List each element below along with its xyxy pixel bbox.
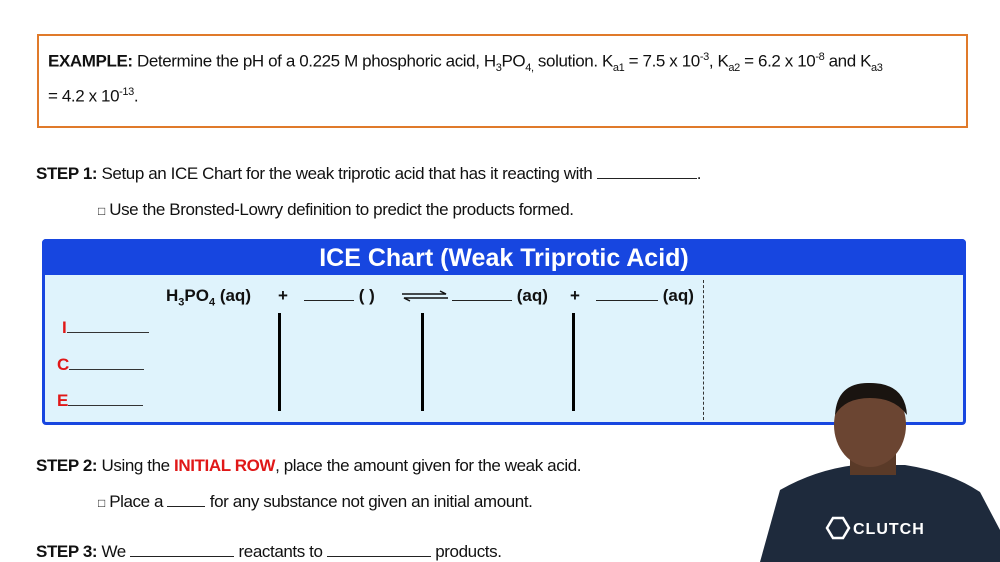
checkbox-icon: □: [98, 496, 105, 510]
step1-bullet: □ Use the Bronsted-Lowry definition to predict the products formed.: [98, 200, 574, 219]
ice-chart-title: ICE Chart (Weak Triprotic Acid): [42, 239, 966, 275]
step2-bullet: □ Place a for any substance not given an initial amount.: [98, 492, 533, 511]
example-text-line2: = 4.2 x $10^{-13}$.: [48, 86, 139, 106]
plus-sign: +: [278, 286, 288, 305]
step1: STEP 1: Setup an ICE Chart for the weak triprotic acid that has it reacting with .: [36, 164, 702, 183]
divider: [703, 280, 704, 420]
reactant-h3po4: $H_3PO_4$ (aq): [166, 286, 251, 309]
example-box: [37, 34, 968, 128]
product1: (aq): [452, 286, 548, 306]
clutch-logo: CLUTCH: [853, 521, 925, 538]
reactant-blank: ( ): [304, 286, 375, 306]
column-divider: [421, 313, 424, 411]
example-text: EXAMPLE: Determine the pH of a 0.225 M phosphoric acid, $H_3PO_{4,}$ solution. $K_{a1} = 7.5$ x $10^{-3}$, $K_{a2} = 6.2$ x $10^{-8}$ and $K_{a3}$: [48, 51, 883, 75]
step3: STEP 3: We reactants to products.: [36, 542, 502, 561]
row-label-c: C: [57, 355, 144, 375]
checkbox-icon: □: [98, 204, 105, 218]
equilibrium-arrow-icon: [400, 290, 450, 302]
product2: (aq): [596, 286, 694, 306]
presenter-video: [755, 380, 1000, 562]
plus-sign: +: [570, 286, 580, 305]
row-label-i: I: [62, 318, 149, 338]
column-divider: [278, 313, 281, 411]
step2: STEP 2: Using the INITIAL ROW, place the amount given for the weak acid.: [36, 456, 582, 475]
row-label-e: E: [57, 391, 143, 411]
column-divider: [572, 313, 575, 411]
